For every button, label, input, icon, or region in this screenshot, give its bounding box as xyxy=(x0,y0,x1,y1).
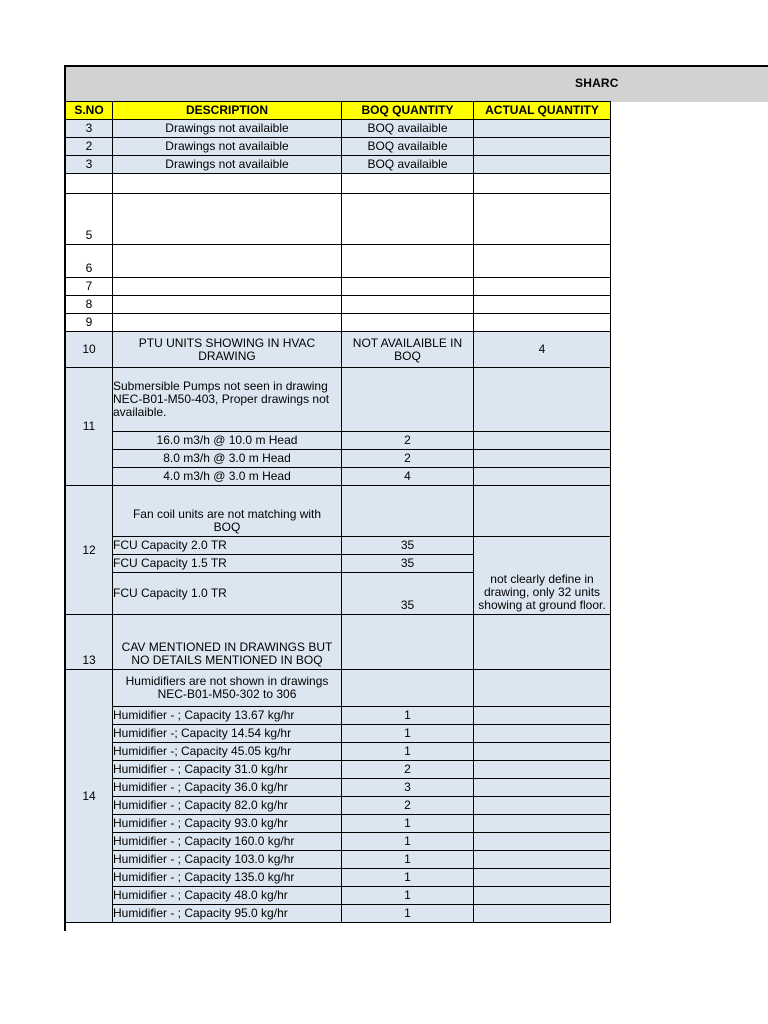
cell-description[interactable]: Humidifier -; Capacity 45.05 kg/hr xyxy=(113,743,342,761)
table-row xyxy=(66,368,611,432)
cell-boq[interactable]: BOQ availaible xyxy=(342,138,474,156)
cell-actual[interactable] xyxy=(474,833,611,851)
cell-actual[interactable] xyxy=(474,615,611,670)
cell-boq[interactable]: 1 xyxy=(342,905,474,923)
cell-description[interactable]: Humidifier - ; Capacity 82.0 kg/hr xyxy=(113,797,342,815)
cell-description[interactable]: FCU Capacity 2.0 TR xyxy=(113,537,342,555)
cell-actual[interactable] xyxy=(474,174,611,194)
cell-description[interactable]: Humidifier - ; Capacity 95.0 kg/hr xyxy=(113,905,342,923)
cell-actual[interactable] xyxy=(474,450,611,468)
cell-actual[interactable] xyxy=(474,468,611,486)
cell-description[interactable]: 4.0 m3/h @ 3.0 m Head xyxy=(113,468,342,486)
header-sno: S.NO xyxy=(66,102,113,120)
cell-boq[interactable]: 1 xyxy=(342,851,474,869)
table-row xyxy=(66,138,611,156)
table-row xyxy=(66,707,611,725)
cell-boq[interactable]: 35 xyxy=(342,573,474,615)
cell-sno[interactable]: 3 xyxy=(66,156,113,174)
cell-actual[interactable] xyxy=(474,779,611,797)
table-row xyxy=(66,432,611,450)
table-row xyxy=(66,887,611,905)
cell-boq[interactable] xyxy=(342,670,474,707)
cell-actual[interactable] xyxy=(474,851,611,869)
table-row xyxy=(66,869,611,887)
cell-description[interactable] xyxy=(113,278,342,296)
table-row xyxy=(66,278,611,296)
cell-boq[interactable]: 4 xyxy=(342,468,474,486)
cell-boq[interactable]: NOT AVAILAIBLE IN BOQ xyxy=(342,332,474,368)
table-row xyxy=(66,815,611,833)
table-row xyxy=(66,797,611,815)
cell-boq[interactable]: BOQ availaible xyxy=(342,120,474,138)
cell-description[interactable]: Submersible Pumps not seen in drawing NEC-B01-M50-403, Proper drawings not availaible. xyxy=(113,368,342,432)
cell-description[interactable]: Humidifier -; Capacity 14.54 kg/hr xyxy=(113,725,342,743)
cell-boq[interactable]: 1 xyxy=(342,743,474,761)
cell-boq[interactable]: 35 xyxy=(342,555,474,573)
cell-boq[interactable]: 2 xyxy=(342,450,474,468)
cell-actual[interactable] xyxy=(474,120,611,138)
cell-description[interactable] xyxy=(113,194,342,245)
table-row xyxy=(66,194,611,245)
cell-actual[interactable] xyxy=(474,156,611,174)
cell-description[interactable]: PTU UNITS SHOWING IN HVAC DRAWING xyxy=(113,332,342,368)
cell-actual[interactable] xyxy=(474,725,611,743)
table-row xyxy=(66,156,611,174)
cell-description[interactable]: CAV MENTIONED IN DRAWINGS BUT NO DETAILS MENTIONED IN BOQ xyxy=(113,615,342,670)
cell-actual[interactable] xyxy=(474,278,611,296)
cell-sno[interactable]: 13 xyxy=(66,615,113,670)
cell-boq[interactable]: 1 xyxy=(342,887,474,905)
table-row xyxy=(66,245,611,278)
cell-boq[interactable]: 1 xyxy=(342,725,474,743)
cell-actual[interactable] xyxy=(474,815,611,833)
cell-boq[interactable] xyxy=(342,245,474,278)
cell-boq[interactable] xyxy=(342,486,474,537)
cell-actual[interactable] xyxy=(474,670,611,707)
header-boq-quantity: BOQ QUANTITY xyxy=(342,102,474,120)
cell-description[interactable] xyxy=(113,314,342,332)
table-row xyxy=(66,174,611,194)
cell-sno[interactable]: 3 xyxy=(66,120,113,138)
table-row xyxy=(66,314,611,332)
cell-description[interactable]: Drawings not availaible xyxy=(113,120,342,138)
table-row xyxy=(66,670,611,707)
header-description: DESCRIPTION xyxy=(113,102,342,120)
boq-table xyxy=(65,101,611,923)
cell-sno[interactable]: 8 xyxy=(66,296,113,314)
cell-boq[interactable] xyxy=(342,368,474,432)
table-row xyxy=(66,905,611,923)
cell-sno[interactable]: 9 xyxy=(66,314,113,332)
cell-description[interactable] xyxy=(113,296,342,314)
cell-boq[interactable] xyxy=(342,194,474,245)
cell-boq[interactable]: 2 xyxy=(342,797,474,815)
cell-boq[interactable] xyxy=(342,314,474,332)
cell-boq[interactable]: BOQ availaible xyxy=(342,156,474,174)
cell-actual[interactable]: 4 xyxy=(474,332,611,368)
table-row xyxy=(66,833,611,851)
cell-actual[interactable] xyxy=(474,296,611,314)
cell-actual[interactable] xyxy=(474,245,611,278)
header-row xyxy=(66,102,611,120)
cell-actual[interactable] xyxy=(474,707,611,725)
table-row xyxy=(66,761,611,779)
cell-sno[interactable]: 2 xyxy=(66,138,113,156)
cell-actual[interactable] xyxy=(474,138,611,156)
cell-boq[interactable]: 1 xyxy=(342,707,474,725)
cell-actual[interactable] xyxy=(474,761,611,779)
table-row xyxy=(66,296,611,314)
cell-description[interactable]: Humidifier - ; Capacity 31.0 kg/hr xyxy=(113,761,342,779)
cell-boq[interactable] xyxy=(342,278,474,296)
cell-boq[interactable] xyxy=(342,296,474,314)
cell-description[interactable]: Humidifier - ; Capacity 93.0 kg/hr xyxy=(113,815,342,833)
table-row xyxy=(66,851,611,869)
table-row xyxy=(66,537,611,555)
cell-actual[interactable] xyxy=(474,797,611,815)
banner-title: SHARC xyxy=(575,76,619,90)
table-row xyxy=(66,120,611,138)
cell-boq[interactable]: 1 xyxy=(342,815,474,833)
cell-boq[interactable] xyxy=(342,615,474,670)
cell-actual[interactable] xyxy=(474,905,611,923)
cell-boq[interactable]: 3 xyxy=(342,779,474,797)
cell-actual[interactable] xyxy=(474,887,611,905)
title-banner xyxy=(64,65,768,102)
cell-sno[interactable]: 11 xyxy=(66,368,113,486)
cell-boq[interactable]: 1 xyxy=(342,869,474,887)
cell-boq[interactable]: 2 xyxy=(342,432,474,450)
cell-description[interactable]: Humidifier - ; Capacity 135.0 kg/hr xyxy=(113,869,342,887)
cell-sno[interactable]: 5 xyxy=(66,194,113,245)
cell-description[interactable]: Humidifier - ; Capacity 13.67 kg/hr xyxy=(113,707,342,725)
cell-description[interactable]: 16.0 m3/h @ 10.0 m Head xyxy=(113,432,342,450)
cell-boq[interactable] xyxy=(342,174,474,194)
cell-description[interactable]: FCU Capacity 1.0 TR xyxy=(113,573,342,615)
cell-description[interactable]: Fan coil units are not matching with BOQ xyxy=(113,486,342,537)
cell-sno[interactable]: 14 xyxy=(66,670,113,923)
table-row xyxy=(66,468,611,486)
cell-boq[interactable]: 1 xyxy=(342,833,474,851)
cell-description[interactable]: Drawings not availaible xyxy=(113,138,342,156)
cell-description[interactable]: Drawings not availaible xyxy=(113,156,342,174)
cell-actual[interactable] xyxy=(474,743,611,761)
cell-actual[interactable] xyxy=(474,314,611,332)
cell-description[interactable] xyxy=(113,245,342,278)
cell-description[interactable]: Humidifiers are not shown in drawings NEC-B01-M50-302 to 306 xyxy=(113,670,342,707)
cell-sno[interactable]: 6 xyxy=(66,245,113,278)
cell-sno[interactable]: 7 xyxy=(66,278,113,296)
cell-description[interactable]: Humidifier - ; Capacity 160.0 kg/hr xyxy=(113,833,342,851)
table-row xyxy=(66,743,611,761)
table-row xyxy=(66,450,611,468)
cell-boq[interactable]: 2 xyxy=(342,761,474,779)
table-row xyxy=(66,332,611,368)
cell-description[interactable]: FCU Capacity 1.5 TR xyxy=(113,555,342,573)
table-row xyxy=(66,615,611,670)
cell-sno[interactable]: 10 xyxy=(66,332,113,368)
cell-description[interactable] xyxy=(113,174,342,194)
cell-sno[interactable]: 12 xyxy=(66,486,113,615)
header-actual-quantity: ACTUAL QUANTITY xyxy=(474,102,611,120)
cell-boq[interactable]: 35 xyxy=(342,537,474,555)
cell-actual[interactable] xyxy=(474,486,611,537)
cell-description[interactable]: Humidifier - ; Capacity 103.0 kg/hr xyxy=(113,851,342,869)
cell-description[interactable]: Humidifier - ; Capacity 36.0 kg/hr xyxy=(113,779,342,797)
table-row xyxy=(66,725,611,743)
table-row xyxy=(66,486,611,537)
cell-actual-note[interactable]: not clearly define in drawing, only 32 units showing at ground floor. xyxy=(474,537,611,615)
table-row xyxy=(66,779,611,797)
cell-actual[interactable] xyxy=(474,869,611,887)
cell-description[interactable]: Humidifier - ; Capacity 48.0 kg/hr xyxy=(113,887,342,905)
cell-actual[interactable] xyxy=(474,194,611,245)
cell-actual[interactable] xyxy=(474,432,611,450)
cell-description[interactable]: 8.0 m3/h @ 3.0 m Head xyxy=(113,450,342,468)
cell-actual[interactable] xyxy=(474,368,611,432)
cell-sno[interactable] xyxy=(66,174,113,194)
